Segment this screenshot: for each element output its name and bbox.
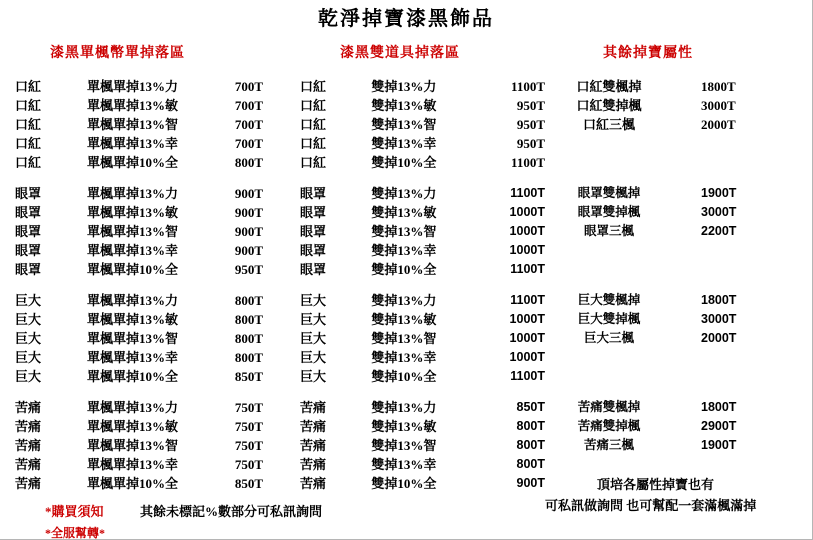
table-row [15, 153, 295, 172]
item-name: 口紅 [15, 98, 42, 113]
footer-unmarked-note: 其餘未標記%數部分可私訊詢問 [140, 504, 323, 519]
item-spec: 雙掉13%幸 [371, 350, 437, 365]
item-name: 巨大雙楓掉 [577, 293, 641, 307]
table-row [15, 291, 295, 310]
item-spec: 雙掉13%敏 [371, 205, 437, 220]
item-price: 3000T [701, 312, 737, 326]
item-price: 750T [234, 419, 263, 434]
item-name: 眼罩 [15, 243, 42, 258]
table-row [300, 77, 545, 96]
item-spec: 單楓單掉13%幸 [87, 350, 179, 365]
table-row [300, 348, 545, 367]
table-row [15, 203, 295, 222]
table-row [15, 455, 295, 474]
item-price: 800T [234, 350, 263, 365]
table-row [15, 348, 295, 367]
item-price: 1000T [509, 331, 545, 345]
single-drop-group [0, 184, 295, 279]
item-spec: 單楓單掉13%智 [87, 117, 179, 132]
table-row [15, 329, 295, 348]
item-price: 750T [234, 400, 263, 415]
item-spec: 單楓單掉13%智 [87, 438, 179, 453]
table-row [545, 184, 785, 203]
table-row [15, 96, 295, 115]
page-title: 乾淨掉寶漆黑飾品 [318, 8, 494, 30]
other-attr-group [545, 77, 785, 172]
item-name: 苦痛 [300, 419, 327, 434]
item-name: 眼罩 [15, 224, 42, 239]
item-spec: 單楓單掉10%全 [87, 369, 179, 384]
item-price: 950T [516, 136, 545, 151]
item-name: 巨大 [15, 350, 42, 365]
header-double-item-drop-zone: 漆黑雙道具掉落區 [340, 46, 460, 61]
item-price: 1800T [701, 79, 736, 94]
item-name: 巨大 [15, 331, 42, 346]
table-row [545, 417, 785, 436]
item-name: 苦痛 [15, 476, 42, 491]
section-band [0, 291, 812, 386]
item-price: 750T [234, 438, 263, 453]
item-price: 750T [234, 457, 263, 472]
table-row [300, 436, 545, 455]
item-name: 巨大 [300, 350, 327, 365]
table-row [545, 222, 785, 241]
table-row [545, 310, 785, 329]
table-row [15, 184, 295, 203]
item-name: 眼罩 [15, 186, 42, 201]
item-name: 眼罩雙掉楓 [577, 205, 641, 219]
item-name: 眼罩三楓 [583, 224, 634, 238]
table-row [15, 134, 295, 153]
item-spec: 單楓單掉13%敏 [87, 419, 179, 434]
item-name: 口紅 [300, 117, 327, 132]
item-spec: 單楓單掉13%力 [87, 400, 179, 415]
table-row [300, 222, 545, 241]
table-row [15, 222, 295, 241]
item-spec: 雙掉13%力 [371, 400, 437, 415]
table-row [15, 260, 295, 279]
table-row [15, 436, 295, 455]
single-drop-group [0, 291, 295, 386]
item-price: 700T [234, 79, 263, 94]
item-price: 2200T [701, 224, 737, 238]
footer-all-server-transfer: *全服幫轉* [45, 526, 106, 540]
item-spec: 雙掉13%力 [371, 293, 437, 308]
column-headers [0, 44, 812, 63]
item-spec: 單楓單掉13%智 [87, 224, 179, 239]
table-row [300, 474, 545, 493]
item-price: 1000T [509, 243, 545, 257]
item-name: 口紅 [15, 79, 42, 94]
header-single-drop-zone: 漆黑單楓幣單掉落區 [50, 46, 185, 61]
table-row [15, 367, 295, 386]
table-row [300, 153, 545, 172]
table-row [300, 115, 545, 134]
item-spec: 單楓單掉13%力 [87, 186, 179, 201]
double-drop-group [295, 77, 545, 172]
item-price: 1000T [509, 312, 545, 326]
item-spec: 雙掉13%智 [371, 331, 437, 346]
item-price: 900T [234, 205, 263, 220]
item-spec: 單楓單掉13%力 [87, 293, 179, 308]
item-spec: 單楓單掉10%全 [87, 262, 179, 277]
item-name: 苦痛 [300, 438, 327, 453]
other-attr-group [545, 184, 785, 279]
item-price: 700T [234, 136, 263, 151]
item-name: 巨大雙掉楓 [577, 312, 641, 326]
item-spec: 雙掉10%全 [371, 155, 437, 170]
table-row [545, 291, 785, 310]
item-price: 850T [234, 476, 263, 491]
section-band [0, 184, 812, 279]
item-name: 口紅雙掉楓 [576, 98, 642, 113]
table-row [300, 455, 545, 474]
item-price: 800T [234, 312, 263, 327]
item-price: 2000T [701, 117, 736, 132]
other-attr-group [545, 291, 785, 386]
item-name: 巨大 [300, 331, 327, 346]
item-price: 950T [516, 98, 545, 113]
item-price: 900T [234, 243, 263, 258]
item-name: 口紅 [15, 117, 42, 132]
table-row [15, 115, 295, 134]
item-name: 眼罩雙楓掉 [577, 186, 641, 200]
item-spec: 雙掉13%力 [371, 186, 437, 201]
item-spec: 雙掉10%全 [371, 476, 437, 491]
table-row [300, 398, 545, 417]
item-price: 800T [234, 293, 263, 308]
item-spec: 單楓單掉13%敏 [87, 98, 179, 113]
item-price: 800T [234, 331, 263, 346]
item-name: 口紅 [300, 136, 327, 151]
item-spec: 單楓單掉13%智 [87, 331, 179, 346]
table-row [545, 398, 785, 417]
item-spec: 雙掉13%智 [371, 117, 437, 132]
item-price: 1100T [510, 369, 545, 383]
item-price: 700T [234, 117, 263, 132]
item-spec: 雙掉13%智 [371, 438, 437, 453]
item-spec: 雙掉10%全 [371, 262, 437, 277]
item-price: 1800T [701, 293, 737, 307]
item-spec: 雙掉10%全 [371, 369, 437, 384]
item-spec: 單楓單掉13%幸 [87, 136, 179, 151]
item-price: 3000T [701, 98, 736, 113]
item-spec: 單楓單掉10%全 [87, 155, 179, 170]
item-price: 3000T [701, 205, 737, 219]
table-row [300, 241, 545, 260]
item-name: 苦痛三楓 [583, 438, 634, 452]
item-price: 1000T [509, 205, 545, 219]
item-price: 1900T [701, 186, 737, 200]
item-name: 巨大 [300, 312, 327, 327]
table-row [300, 184, 545, 203]
item-name: 巨大 [15, 293, 42, 308]
table-row [545, 115, 785, 134]
right-note-contact: 可私訊做詢問 也可幫配一套滿楓滿掉 [545, 498, 757, 513]
item-spec: 單楓單掉13%幸 [87, 243, 179, 258]
item-name: 眼罩 [300, 224, 327, 239]
single-drop-group [0, 398, 295, 493]
item-price: 900T [234, 224, 263, 239]
item-price: 800T [516, 419, 545, 433]
item-price: 800T [516, 438, 545, 452]
item-price: 1100T [510, 262, 545, 276]
item-name: 苦痛 [15, 457, 42, 472]
item-name: 眼罩 [300, 186, 327, 201]
item-price: 1100T [510, 293, 545, 307]
header-other-drop-attributes: 其餘掉寶屬性 [603, 46, 693, 61]
item-price: 2000T [701, 331, 737, 345]
table-row [15, 417, 295, 436]
table-row [545, 77, 785, 96]
item-name: 巨大 [15, 369, 42, 384]
item-price: 950T [516, 117, 545, 132]
item-name: 口紅 [300, 98, 327, 113]
item-price: 800T [234, 155, 263, 170]
table-row [300, 417, 545, 436]
item-spec: 雙掉13%敏 [371, 98, 437, 113]
item-price: 900T [234, 186, 263, 201]
item-spec: 雙掉13%敏 [371, 419, 437, 434]
item-price: 800T [516, 457, 545, 471]
item-name: 巨大 [15, 312, 42, 327]
item-name: 眼罩 [300, 205, 327, 220]
table-row [545, 436, 785, 455]
item-price: 2900T [701, 419, 737, 433]
item-price: 850T [234, 369, 263, 384]
item-spec: 雙掉13%力 [371, 79, 437, 94]
table-row [300, 134, 545, 153]
item-name: 眼罩 [15, 262, 42, 277]
item-price: 1000T [509, 224, 545, 238]
table-row [15, 310, 295, 329]
item-name: 苦痛雙掉楓 [577, 419, 641, 433]
table-row [300, 203, 545, 222]
item-price: 900T [516, 476, 545, 490]
table-row [15, 77, 295, 96]
item-price: 1100T [511, 155, 545, 170]
item-name: 苦痛 [300, 476, 327, 491]
item-name: 口紅三楓 [582, 117, 635, 132]
table-row [300, 260, 545, 279]
table-row [545, 96, 785, 115]
item-name: 苦痛 [300, 400, 327, 415]
table-row [15, 474, 295, 493]
item-name: 苦痛雙楓掉 [577, 400, 641, 414]
double-drop-group [295, 291, 545, 386]
item-name: 苦痛 [15, 400, 42, 415]
item-price: 1800T [701, 400, 737, 414]
item-name: 巨大三楓 [583, 331, 634, 345]
section-band [0, 77, 812, 172]
item-price: 1000T [509, 350, 545, 364]
item-name: 眼罩 [300, 243, 327, 258]
item-name: 口紅 [300, 155, 327, 170]
item-name: 巨大 [300, 293, 327, 308]
item-name: 眼罩 [300, 262, 327, 277]
table-row [545, 329, 785, 348]
item-price: 1100T [510, 186, 545, 200]
table-row [15, 241, 295, 260]
table-row [300, 291, 545, 310]
item-spec: 單楓單掉13%力 [87, 79, 179, 94]
item-name: 眼罩 [15, 205, 42, 220]
item-name: 口紅 [15, 136, 42, 151]
footer-purchase-notice: *購買須知 [45, 504, 104, 519]
item-price: 850T [516, 400, 545, 414]
double-drop-group [295, 184, 545, 279]
table-row [300, 367, 545, 386]
item-name: 口紅 [15, 155, 42, 170]
item-spec: 雙掉13%智 [371, 224, 437, 239]
item-name: 口紅雙楓掉 [576, 79, 642, 94]
item-price: 700T [234, 98, 263, 113]
single-drop-group [0, 77, 295, 172]
item-spec: 雙掉13%幸 [371, 136, 437, 151]
double-drop-group [295, 398, 545, 493]
table-row [545, 203, 785, 222]
table-row [300, 310, 545, 329]
item-spec: 雙掉13%敏 [371, 312, 437, 327]
item-spec: 雙掉13%幸 [371, 457, 437, 472]
item-name: 苦痛 [300, 457, 327, 472]
item-spec: 單楓單掉13%敏 [87, 205, 179, 220]
item-price: 1900T [701, 438, 737, 452]
item-spec: 單楓單掉13%幸 [87, 457, 179, 472]
right-note-top-tier: 頂培各屬性掉寶也有 [597, 477, 715, 492]
item-price: 950T [234, 262, 263, 277]
item-price: 1100T [511, 79, 545, 94]
item-name: 巨大 [300, 369, 327, 384]
item-name: 口紅 [300, 79, 327, 94]
price-table [0, 77, 812, 493]
item-name: 苦痛 [15, 419, 42, 434]
item-spec: 單楓單掉13%敏 [87, 312, 179, 327]
item-name: 苦痛 [15, 438, 42, 453]
table-row [300, 96, 545, 115]
table-row [15, 398, 295, 417]
item-spec: 單楓單掉10%全 [87, 476, 179, 491]
item-spec: 雙掉13%幸 [371, 243, 437, 258]
table-row [300, 329, 545, 348]
